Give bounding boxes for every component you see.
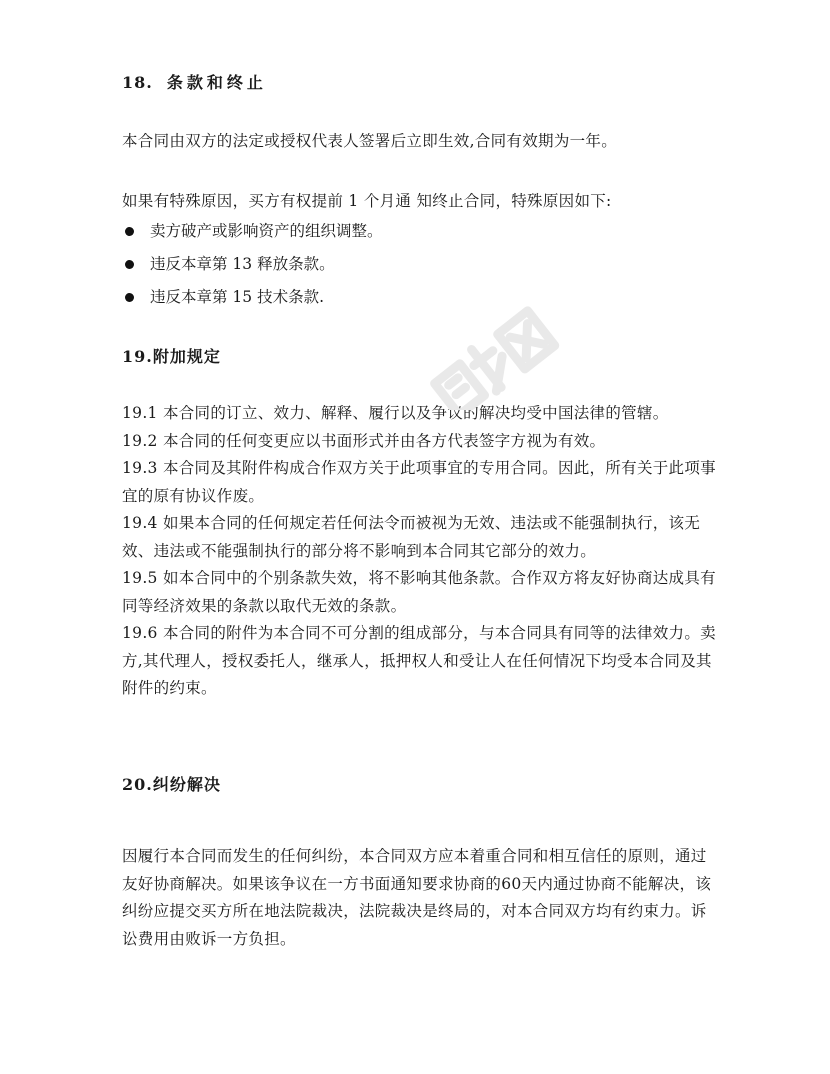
section-20-body: 因履行本合同而发生的任何纠纷，本合同双方应本着重合同和相互信任的原则，通过 友好协商解决。如果该争议在一方书面通知要求协商的60天内通过协商不能解决，该 纠纷应提交买方所在地法院裁决，法院裁决是终局的，对本合同双方均有约束力。诉 讼费用由败诉一方负担。 bbox=[122, 847, 712, 948]
watermark-logo bbox=[400, 290, 620, 410]
clause-19-3-cont: 宜的原有协议作废。 bbox=[122, 486, 265, 505]
bullet-icon bbox=[125, 293, 134, 302]
clause-19-3: 19.3 本合同及其附件构成合作双方关于此项事宜的专用合同。因此，所有关于此项事 bbox=[122, 459, 716, 477]
list-item: 违反本章第 13 释放条款。 bbox=[122, 248, 383, 281]
section-19-title: 19.附加规定 bbox=[122, 347, 221, 366]
clause-19-5-cont: 同等经济效果的条款以取代无效的条款。 bbox=[122, 596, 407, 615]
special-reasons-list bbox=[122, 215, 383, 314]
clause-19-1: 19.1 本合同的订立、效力、解释、履行以及争议的解决均受中国法律的管辖。 bbox=[122, 404, 669, 422]
clause-19-6: 19.6 本合同的附件为本合同不可分割的组成部分，与本合同具有同等的法律效力。卖 bbox=[122, 624, 716, 642]
bullet-icon bbox=[125, 227, 134, 236]
section-19-heading bbox=[122, 344, 221, 367]
section-20-title: 20.纠纷解决 bbox=[122, 775, 221, 794]
clause-19-6-cont: 方,其代理人，授权委托人，继承人，抵押权人和受让人在任何情况下均受本合同及其 bbox=[122, 651, 712, 670]
section-19-body bbox=[122, 400, 742, 703]
clause-19-4: 19.4 如果本合同的任何规定若任何法令而被视为无效、违法或不能强制执行，该无 bbox=[122, 514, 701, 532]
section-20-heading bbox=[122, 772, 221, 795]
section-18-heading bbox=[122, 70, 267, 93]
list-item: 卖方破产或影响资产的组织调整。 bbox=[122, 215, 383, 248]
clause-19-6-end: 附件的约束。 bbox=[122, 679, 217, 697]
bullet-icon bbox=[125, 260, 134, 269]
list-item: 违反本章第 15 技术条款. bbox=[122, 281, 383, 314]
clause-19-4-cont: 效、违法或不能强制执行的部分将不影响到本合同其它部分的效力。 bbox=[122, 541, 597, 560]
section-18-number: 18. bbox=[122, 73, 153, 92]
clause-19-2: 19.2 本合同的任何变更应以书面形式并由各方代表签字方视为有效。 bbox=[122, 431, 606, 450]
section-18-paragraph-1: 本合同由双方的法定或授权代表人签署后立即生效,合同有效期为一年。 bbox=[122, 132, 618, 150]
section-18-title: 条款和终止 bbox=[166, 73, 267, 92]
clause-19-5: 19.5 如本合同中的个别条款失效，将不影响其他条款。合作双方将友好协商达成具有 bbox=[122, 569, 716, 587]
section-18-paragraph-2: 如果有特殊原因，买方有权提前 1 个月通 知终止合同，特殊原因如下: bbox=[122, 192, 612, 210]
